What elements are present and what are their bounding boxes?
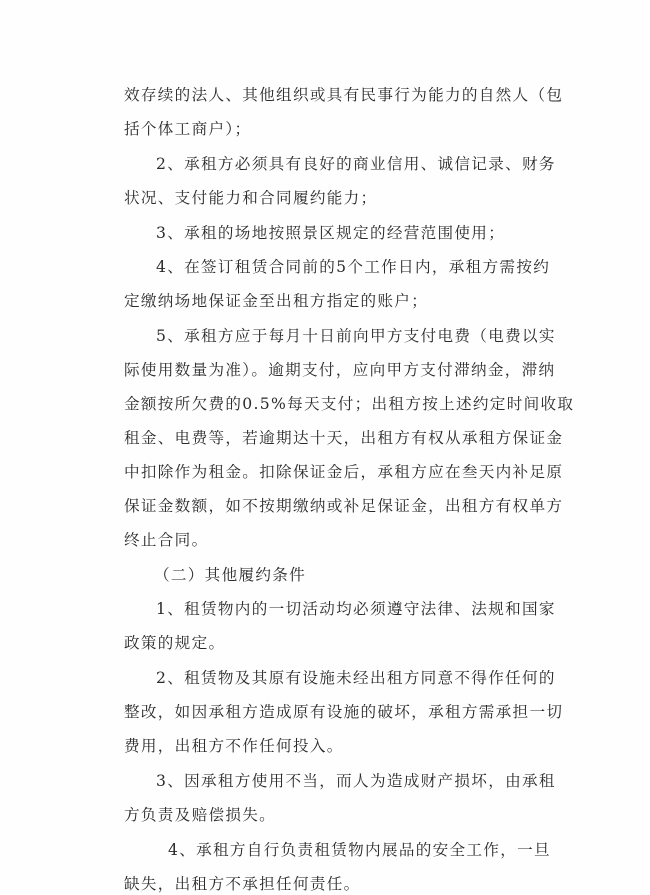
condition-1-line-1: 1、租赁物内的一切活动均必须遵守法律、法规和国家	[156, 600, 556, 618]
condition-2-line-3: 费用，出租方不作任何投入。	[124, 737, 344, 755]
clause-5-line-5: 中扣除作为租金。扣除保证金后，承租方应在叁天内补足原	[124, 463, 564, 481]
text-line-2: 括个体工商户）；	[124, 120, 252, 138]
clause-5-line-6: 保证金数额，如不按期缴纳或补足保证金，出租方有权单方	[124, 497, 564, 515]
clause-4-line-2: 定缴纳场地保证金至出租方指定的账户；	[124, 292, 429, 310]
clause-3-line-1: 3、承租的场地按照景区规定的经营范围使用；	[156, 224, 506, 242]
clause-2-line-2: 状况、支付能力和合同履约能力；	[124, 189, 378, 207]
clause-5-line-4: 租金、电费等，若逾期达十天，出租方有权从承租方保证金	[124, 429, 564, 447]
section-heading: （二）其他履约条件	[154, 566, 307, 584]
condition-3-line-2: 方负责及赔偿损失。	[124, 806, 277, 824]
clause-2-line-1: 2、承租方必须具有良好的商业信用、诚信记录、财务	[156, 155, 556, 173]
condition-3-line-1: 3、因承租方使用不当，而人为造成财产损坏，由承租	[156, 772, 556, 790]
condition-1-line-2: 政策的规定。	[124, 634, 226, 652]
clause-5-line-2: 际使用数量为准）。逾期支付，应向甲方支付滞纳金，滞纳	[124, 361, 556, 379]
clause-4-line-1: 4、在签订租赁合同前的5个工作日内，承租方需按约	[156, 258, 551, 276]
condition-2-line-2: 整改，如因承租方造成原有设施的破坏，承租方需承担一切	[124, 703, 564, 721]
condition-4-line-1: 4、承租方自行负责租赁物内展品的安全工作，一旦	[168, 841, 551, 859]
clause-5-line-3: 金额按所欠费的0.5%每天支付；出租方按上述约定时间收取	[124, 395, 575, 413]
text-line-1: 效存续的法人、其他组织或具有民事行为能力的自然人（包	[124, 86, 564, 104]
condition-2-line-1: 2、租赁物及其原有设施未经出租方同意不得作任何的	[156, 669, 556, 687]
clause-5-line-7: 终止合同。	[124, 531, 209, 549]
condition-4-line-2: 缺失，出租方不承担任何责任。	[124, 875, 361, 893]
clause-5-line-1: 5、承租方应于每月十日前向甲方支付电费（电费以实	[156, 327, 556, 345]
